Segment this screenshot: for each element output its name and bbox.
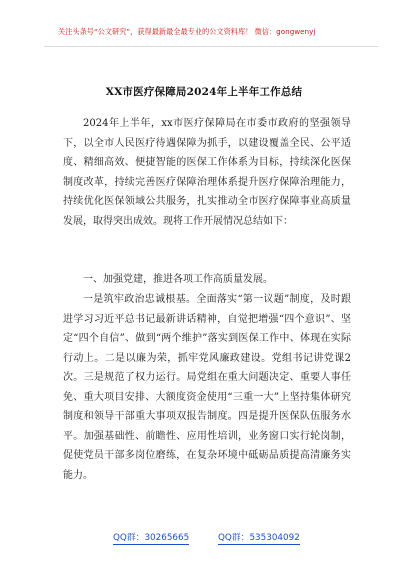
section-body-paragraph: 一是筑牢政治忠诚根基。全面落实“第一议题”制度，及时跟进学习习近平总书记最新讲话精神，自觉把增强“四个意识”、坚定“四个自信”、做到“两个维护”落实到医保工作中、体现在实际行动上。二是以廉为荣，抓牢党风廉政建设。党组书记讲党课2次。三是规范了权力运行。局党组在重大问题决定、重要人事任免、重大项目安排、大额度资金使用“三重一大”上坚持集体研究制度和领导干部重大事项双报告制度。四是提升医保队伍服务水平。加强基础性、前瞻性、应用性培训，业务窗口实行轮岗制，促使党员干部多岗位磨练，在复杂环境中砥砺品质提高清廉务实能力。: [63, 294, 351, 481]
intro-paragraph: 2024年上半年，xx市医疗保障局在市委市政府的坚强领导下，以全市人民医疗待遇保障为抓手，以建设覆盖全民、公平适度、精细高效、便捷智能的医保工作体系为目标，持续深化医保制度改革，持续完善医疗保障治理体系提升医疗保障治理能力，持续优化医保领域公共服务，扎实推动全市医疗保障事业高质量发展，取得突出成效。现将工作开展情况总结如下：: [63, 118, 351, 227]
section-heading: 一、加强党建，推进各项工作高质量发展。: [83, 274, 273, 285]
document-title: XX市医疗保障局2024年上半年工作总结: [105, 86, 303, 98]
header-divider: [44, 46, 378, 47]
footer-qq-group-link-2[interactable]: QQ群：535304092: [218, 533, 300, 543]
footer-qq-group-link-1[interactable]: QQ群：30265665: [113, 533, 190, 543]
header-banner: 关注头条号“公文研究”，获得最新最全最专业的公文资料库！ 微信：gongwenyj: [58, 27, 316, 36]
